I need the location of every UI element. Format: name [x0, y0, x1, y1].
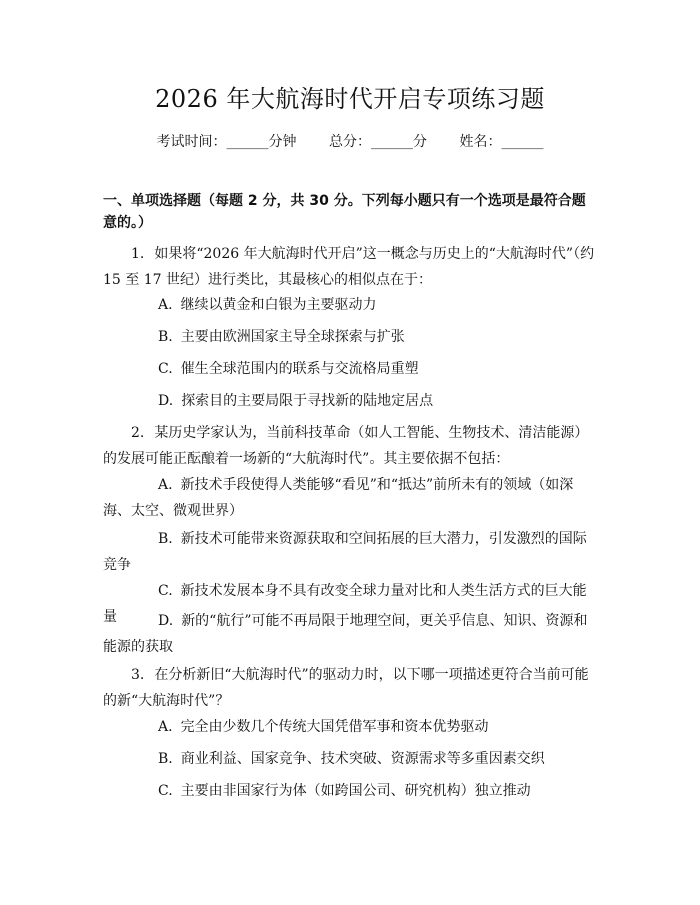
- option-letter: D.: [158, 393, 174, 409]
- option-letter: D.: [158, 613, 174, 629]
- question-3-option-c: [103, 778, 600, 804]
- student-name-field: 姓名：______: [459, 134, 544, 150]
- question-1-option-b: [103, 324, 600, 350]
- question-number: 1.: [131, 246, 145, 262]
- option-text: 继续以黄金和白银为主要驱动力: [180, 297, 377, 313]
- question-1: [103, 241, 600, 293]
- question-text: 在分析新旧“大航海时代”的驱动力时，以下哪一项描述更符合当前可能的新“大航海时代”？: [103, 667, 589, 709]
- total-score-field: 总分：______分: [329, 134, 427, 150]
- option-text: 完全由少数几个传统大国凭借军事和资本优势驱动: [180, 719, 489, 735]
- question-3: [103, 662, 600, 714]
- question-2: [103, 420, 600, 472]
- question-2-option-a: [103, 472, 600, 524]
- option-letter: B.: [158, 329, 173, 345]
- option-letter: C.: [158, 583, 173, 599]
- page-title: 2026 年大航海时代开启专项练习题: [155, 85, 545, 113]
- question-3-option-a: [103, 714, 600, 740]
- option-text: 新技术发展本身不具有改变全球力量对比和人类生活方式的巨大能量: [103, 583, 587, 625]
- exam-time-field: 考试时间：______分钟: [156, 134, 297, 150]
- option-letter: A.: [158, 719, 173, 735]
- section-heading: 一、单项选择题（每题 2 分，共 30 分。下列每小题只有一个选项是最符合题意的。）: [103, 193, 586, 231]
- option-text: 探索目的主要局限于寻找新的陆地定居点: [181, 393, 434, 409]
- question-number: 3.: [131, 667, 145, 683]
- option-text: 主要由欧洲国家主导全球探索与扩张: [180, 329, 405, 345]
- option-text: 新技术可能带来资源获取和空间拓展的巨大潜力，引发激烈的国际竞争: [103, 531, 587, 573]
- option-text: 新的“航行”可能不再局限于地理空间，更关乎信息、知识、资源和能源的获取: [103, 613, 588, 655]
- option-letter: A.: [158, 477, 173, 493]
- question-1-option-c: [103, 356, 600, 382]
- question-text: 某历史学家认为，当前科技革命（如人工智能、生物技术、清洁能源）的发展可能正酝酿着一场新的“大航海时代”。其主要依据不包括：: [103, 425, 589, 467]
- option-letter: B.: [158, 751, 173, 767]
- option-text: 主要由非国家行为体（如跨国公司、研究机构）独立推动: [180, 783, 531, 799]
- question-3-option-b: [103, 746, 600, 772]
- question-2-option-b: [103, 526, 600, 578]
- question-2-option-d: [103, 608, 600, 660]
- question-1-option-a: [103, 292, 600, 318]
- option-text: 催生全球范围内的联系与交流格局重塑: [180, 361, 419, 377]
- question-text: 如果将“2026 年大航海时代开启”这一概念与历史上的“大航海时代”（约 15 至 17 世纪）进行类比，其最核心的相似点在于：: [103, 246, 595, 288]
- exam-meta: [0, 132, 700, 152]
- question-1-option-d: [103, 388, 600, 414]
- option-letter: B.: [158, 531, 173, 547]
- option-text: 商业利益、国家竞争、技术突破、资源需求等多重因素交织: [180, 751, 545, 767]
- option-letter: C.: [158, 361, 173, 377]
- option-text: 新技术手段使得人类能够“看见”和“抵达”前所未有的领域（如深海、太空、微观世界）: [103, 477, 574, 519]
- option-letter: A.: [158, 297, 173, 313]
- question-number: 2.: [131, 425, 145, 441]
- option-letter: C.: [158, 783, 173, 799]
